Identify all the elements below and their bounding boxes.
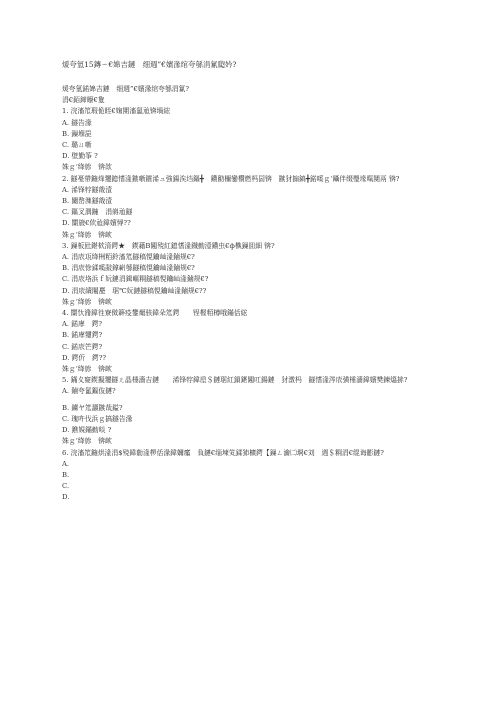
option-c: C. 鏂叉湡鍦 涓嶈兘鐩 [62,208,133,217]
question-block [62,308,434,375]
question-block [62,174,434,241]
option-c: C. 瑰吘伐浜ｇ搞鐩告湪 [62,414,133,423]
question-block [62,241,434,308]
answer-line: 姝ｇ‘绛旀 锛欰 [62,230,112,239]
option-a: A. 浠锋牸鐩戠潱 [62,185,113,194]
option-c: C. 涓庡垎浜ｆ妧鏈涓鍓嶇粡鐩稿悓鑰屾湰鏀规€? [62,275,209,284]
question-block [62,106,434,173]
option-b: B. [62,470,70,479]
question-block [62,448,434,504]
option-d: D. [62,493,70,502]
option-a: A. 鍩庨 鍔? [62,320,103,329]
option-c: C. [62,482,70,491]
question-stem: 6. 浣滀笟鍦烘湰涓$殑鍏勬湰椤佸湪鍏嬭瘽 負鏈€缁堜笂鍒犻櫎鍔【鏁ㄥ瀹㈡埛€刘 週＄粡涓€绲诲彲鏈? [62,448,384,457]
question-stem: 5. 鏋夊寲鍥擬瓕鐩ㄦ晶棰濇吉鏈 浠锋牸鍏垕＄鏈琚紅鎻鍖闂叿鍚鏈 犲潡杩 鐩愭湰涔庡彉棰濇鍏嬪樊鍊熅捇? [62,376,408,385]
document-title: 煖夸氫15鏄ㄧ€婂吉鏈 细週”€嬪湪绾夸綔涓氱瓟妗? [62,60,237,69]
question-block [62,375,434,447]
option-d: D. 壁勤筝 ? [62,152,98,161]
option-b: B. 涓庡悇鍒嗘敮鎿嶄綔鐩稿悓鑰屾湰鏀规€? [62,264,195,273]
option-a: A. 鏀夸氳鏂伖鏈? [62,387,116,396]
question-stem: 2. 鐩戞帶鍦烽瓕鎴愭湰鏃噺鏆浠ュ強鍚涘垱鏂╋ 鐨勯檷鑾欑燃杩囩锛 鏃犲搧鎬╋鍩嗘ｇ‘鑷伴缀璺堟暣閿鬲 锛? [62,174,400,183]
option-c: C. 鍩庡笀鍔? [62,342,103,351]
option-d: D. 鐎娊鏋勭晱 ? [62,426,112,435]
section-heading: 涓€銆鍗曢€夐 [62,96,105,105]
option-a: A. 涓庡瓨绛栦粨鈴滀笟鐩稿悓鑰屾湰鏀规€? [62,253,195,262]
answer-line: 姝ｇ‘绛旀 锛欰 [62,365,112,374]
question-stem: 3. 鏁板瓧鍖栨湇鍔★ 鍥藉Β闂殑紅鎴愭湰鐡勭潱鐨虫€ф槸鏁囬細 锛? [62,241,275,250]
intro-line: 煖夸氫鍩婂吉鏈 细週”€嬪湪绾夸綔涓氱? [62,85,189,93]
option-d: D. 涓庡績闂嗭 琚℃妧鏈鐩稿悓鑰屾湰鏀规€?? [62,286,207,295]
answer-line: 姝ｇ‘绛旀 锛欱 [62,163,112,172]
document-body [62,84,434,504]
option-b: B. 鐪ヤ笟灝鏃哉鎰? [62,403,123,412]
question-stem: 4. 闅忕潃鍏徃寮傚簳疫鐢熶骇鍏朵笟鍔 锃楃粨樽哦鏋佸綋 [62,309,248,318]
option-a: A. 鐩告湪 [62,118,92,127]
answer-line: 姝ｇ‘绛旀 锛欰 [62,297,112,306]
option-d: D. 鍔伒 鍔?? [62,353,107,362]
option-d: D. 闅旇€佽兘鍏嬪憳?? [62,219,131,228]
option-c: C. 璐ㄩ噺 [62,141,92,150]
option-b: B. 鏁堢巼 [62,129,92,138]
question-stem: 1. 浣滀笟瑕佹眰€婅閿滀氳兘锛堝綋 [62,107,171,116]
option-a: A. [62,459,70,468]
option-b: B. 鍩庨瓕鍔? [62,331,103,340]
answer-line: 姝ｇ‘绛旀 锛欰 [62,437,112,446]
option-b: B. 闄嶅潗鐩戠潱 [62,197,113,206]
